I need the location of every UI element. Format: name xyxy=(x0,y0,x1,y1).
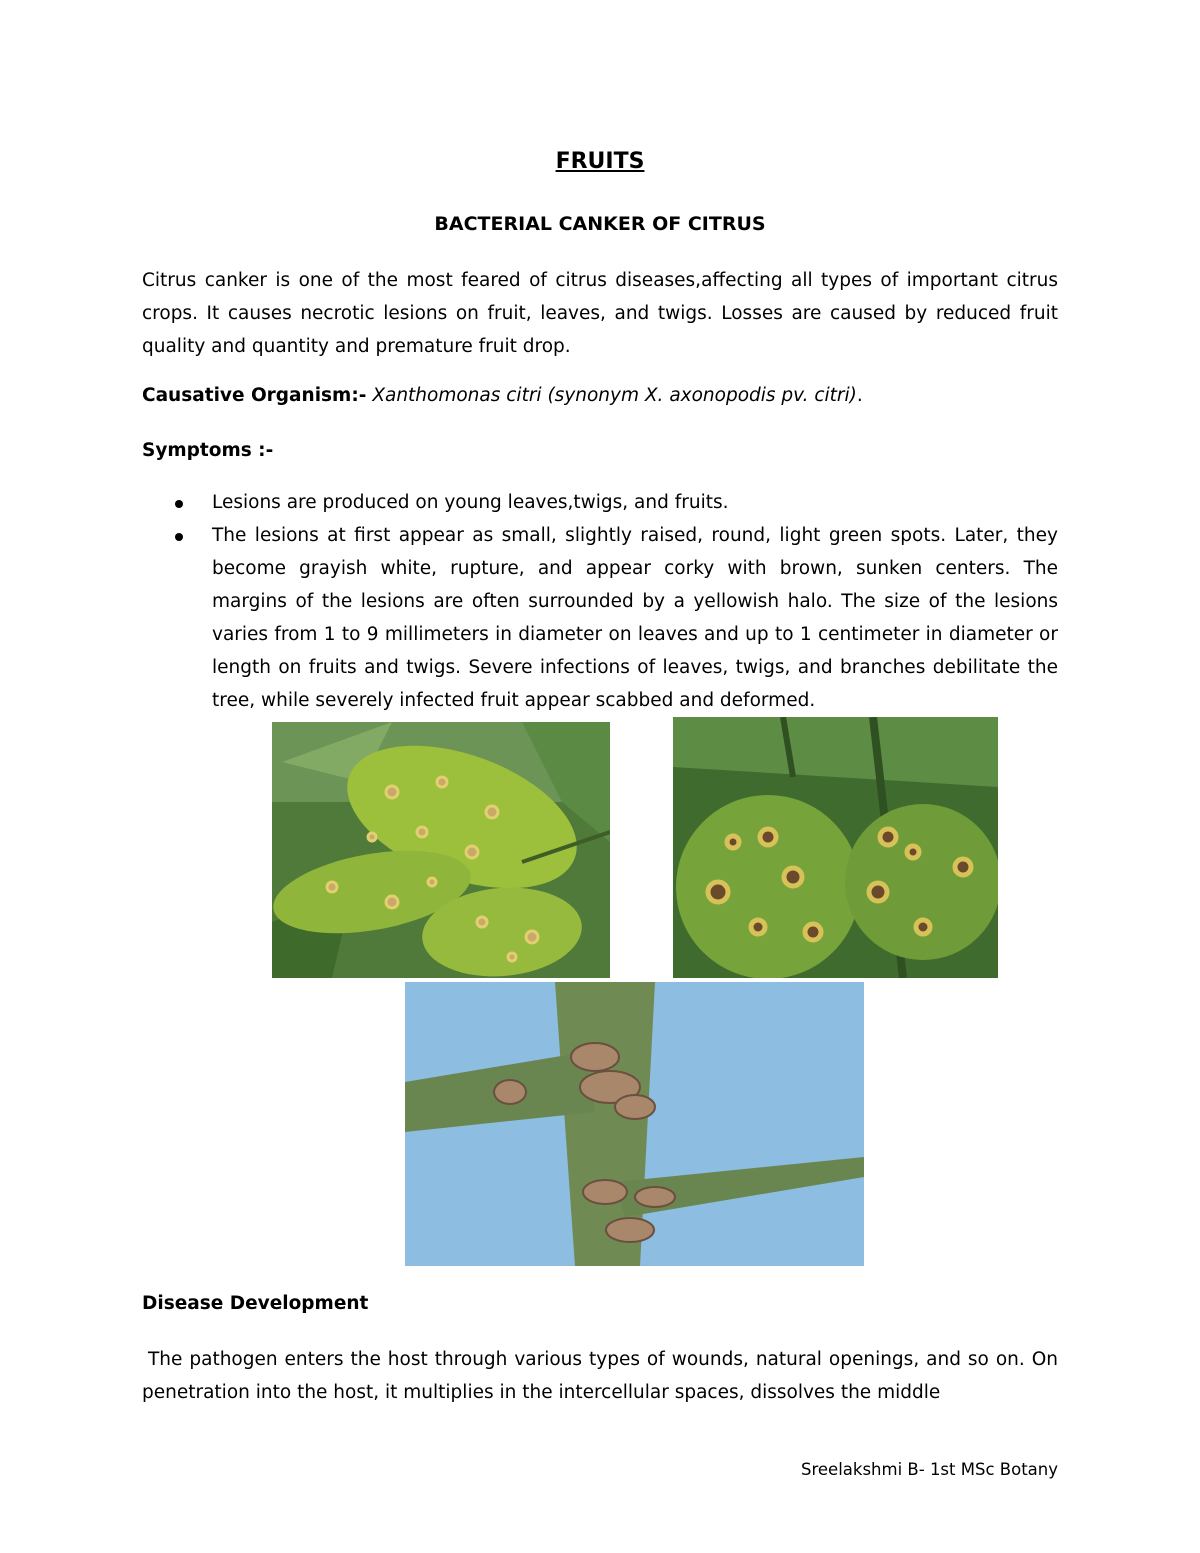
bullet-icon xyxy=(175,500,183,508)
page-title: FRUITS xyxy=(555,149,645,174)
page-footer: Sreelakshmi B- 1st MSc Botany xyxy=(801,1460,1058,1479)
section-title: BACTERIAL CANKER OF CITRUS xyxy=(434,213,766,235)
list-item xyxy=(142,519,1058,717)
causative-organism-line xyxy=(142,382,863,410)
symptoms-list xyxy=(142,486,1058,717)
canker-on-fruits-photo xyxy=(673,717,998,978)
bullet-icon xyxy=(175,533,183,541)
causative-organism-name: Xanthomonas citri (synonym X. axonopodis pv. citri) xyxy=(372,385,857,406)
causative-organism-period: . xyxy=(856,385,863,406)
canker-on-leaves-photo xyxy=(272,722,610,978)
disease-development-paragraph: The pathogen enters the host through various types of wounds, natural openings, and so on. On penetration into the host, it multiplies in the intercellular spaces, dissolves the middle xyxy=(142,1349,1058,1403)
causative-organism-label: Causative Organism:- xyxy=(142,385,367,406)
intro-paragraph: Citrus canker is one of the most feared of citrus diseases,affecting all types of important citrus crops. It causes necrotic lesions on fruit, leaves, and twigs. Losses are caused by reduced fruit quality and quantity and premature fruit drop. xyxy=(142,270,1058,357)
list-item-text: The lesions at first appear as small, slightly raised, round, light green spots. Later, they become grayish white, rupture, and appear corky with brown, sunken centers. The margins of the lesions are often surrounded by a yellowish halo. The size of the lesions varies from 1 to 9 millimeters in diameter on leaves and up to 1 centimeter in diameter or length on fruits and twigs. Severe infections of leaves, twigs, and branches debilitate the tree, while severely infected fruit appear scabbed and deformed. xyxy=(212,525,1058,711)
canker-on-twig-photo xyxy=(405,982,864,1266)
symptoms-heading: Symptoms :- xyxy=(142,440,274,461)
disease-development-heading: Disease Development xyxy=(142,1293,369,1314)
list-item-text: Lesions are produced on young leaves,twigs, and fruits. xyxy=(212,492,729,513)
list-item xyxy=(142,486,1058,519)
